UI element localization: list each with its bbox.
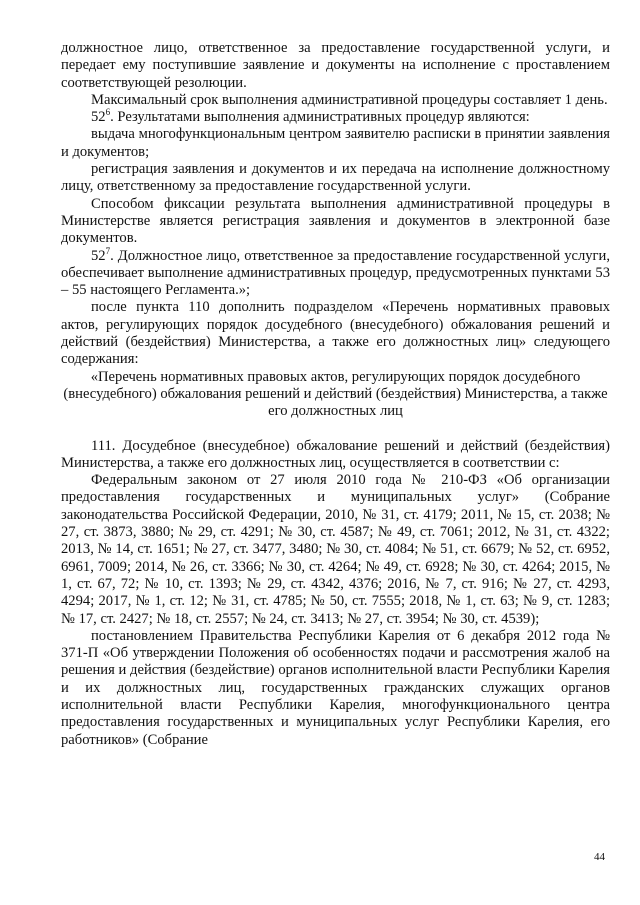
paragraph: 111. Досудебное (внесудебное) обжалование решений и действий (бездействия) Министерства, а также его должностных лиц, осуществляется в соответствии с: xyxy=(61,437,610,471)
subsection-heading: «Перечень нормативных правовых актов, регулирующих порядок досудебного (внесудебного) обжалования решений и действий (бездействия) Министерства, а также его должностных лиц xyxy=(63,368,608,420)
paragraph: Способом фиксации результата выполнения административной процедуры в Министерстве является регистрация заявления и документов в электронной базе документов. xyxy=(61,195,610,247)
paragraph: Федеральным законом от 27 июля 2010 года № 210-ФЗ «Об организации предоставления государственных и муниципальных услуг» (Собрание законодательства Российской Федерации, 2010, № 31, ст. 4179; 2011, № 15, ст. 2038; № 27, ст. 3873, 3880; № 29, ст. 4291; № 30, ст. 4587; № 49, ст. 7061; 2012, № 31, ст. 4322; 2013, № 14, ст. 1651; № 27, ст. 3477, 3480; № 30, ст. 4084; № 51, ст. 6679; № 52, ст. 6952, 6961, 7009; 2014, № 26, ст. 3366; № 30, ст. 4264; № 49, ст. 6928; № 30, ст. 4264; 2015, № 1, ст. 67, 72; № 10, ст. 1393; № 29, ст. 4342, 4376; 2016, № 7, ст. 916; № 27, ст. 4293, 4294; 2017, № 1, ст. 12; № 31, ст. 4785; № 50, ст. 7555; 2018, № 1, ст. 63; № 9, ст. 1283; № 17, ст. 2427; № 18, ст. 2557; № 24, ст. 3413; № 27, ст. 3954; № 30, ст. 4539); xyxy=(61,472,610,627)
paragraph: регистрация заявления и документов и их передача на исполнение должностному лицу, ответственному за предоставление государственной услуги. xyxy=(61,161,610,195)
paragraph: после пункта 110 дополнить подразделом «Перечень нормативных правовых актов, регулирующих порядок досудебного (внесудебного) обжалования решений и действий (бездействия) Министерства, а также его должностных лиц» следующего содержания: xyxy=(61,299,610,368)
paragraph: $52^7$. Должностное лицо, ответственное за предоставление государственной услуги, обеспечивает выполнение административных процедур, предусмотренных пунктами 53 – 55 настоящего Регламента.»; xyxy=(61,245,610,299)
paragraph: выдача многофункциональным центром заявителю расписки в принятии заявления и документов; xyxy=(61,126,610,160)
paragraph: $52^6$. Результатами выполнения административных процедур являются: xyxy=(91,107,530,126)
paragraph: Максимальный срок выполнения административной процедуры составляет 1 день. xyxy=(91,91,608,108)
document-body xyxy=(61,40,610,749)
paragraph: постановлением Правительства Республики Карелия от 6 декабря 2012 года № 371-П «Об утверждении Положения об особенностях подачи и рассмотрения жалоб на решения и действия (бездействие) органов исполнительной власти Республики Карелия и их должностных лиц, государственных гражданских служащих органов исполнительной власти Республики Карелия, многофункционального центра предоставления государственных и муниципальных услуг Республики Карелия, его работников» (Собрание xyxy=(61,627,610,748)
paragraph: должностное лицо, ответственное за предоставление государственной услуги, и передает ему поступившие заявление и документы на исполнение с проставлением соответствующей резолюции. xyxy=(61,40,610,91)
page-number: 44 xyxy=(594,851,605,863)
spacer xyxy=(61,421,610,438)
